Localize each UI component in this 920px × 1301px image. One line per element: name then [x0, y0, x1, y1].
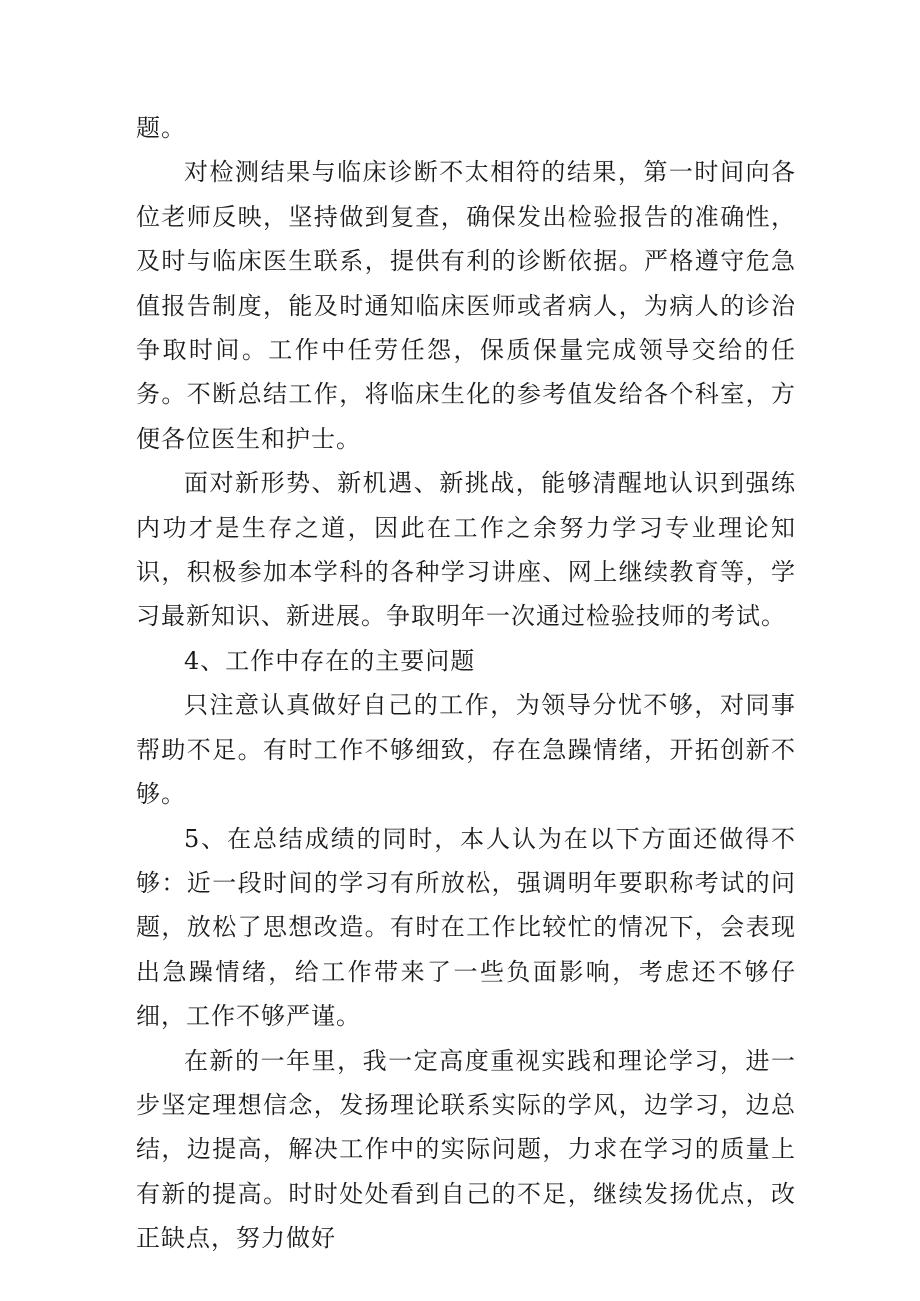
paragraph-problems: 只注意认真做好自己的工作，为领导分忧不够，对同事帮助不足。有时工作不够细致，存在急躁情绪，开拓创新不够。 [136, 691, 796, 809]
section-heading-problems: 4、工作中存在的主要问题 [184, 646, 476, 675]
paragraph-study: 面对新形势、新机遇、新挑战，能够清醒地认识到强练内功才是生存之道，因此在工作之余努力学习专业理论知识，积极参加本学科的各种学习讲座、网上继续教育等，学习最新知识、新进展。争取明年一次通过检验技师的考试。 [136, 469, 796, 631]
paragraph-test-results: 对检测结果与临床诊断不太相符的结果，第一时间向各位老师反映，坚持做到复查，确保发出检验报告的准确性，及时与临床医生联系，提供有利的诊断依据。严格遵守危急值报告制度，能及时通知临床医师或者病人，为病人的诊治争取时间。工作中任劳任怨，保质保量完成领导交给的任务。不断总结工作，将临床生化的参考值发给各个科室，方便各位医生和护士。 [136, 158, 796, 453]
paragraph-shortcomings: 5、在总结成绩的同时，本人认为在以下方面还做得不够：近一段时间的学习有所放松，强调明年要职称考试的问题，放松了思想改造。有时在工作比较忙的情况下，会表现出急躁情绪，给工作带来了一些负面影响，考虑还不够仔细，工作不够严谨。 [136, 824, 796, 1031]
document-body [136, 106, 796, 1261]
paragraph-new-year: 在新的一年里，我一定高度重视实践和理论学习，进一步坚定理想信念，发扬理论联系实际的学风，边学习，边总结，边提高，解决工作中的实际问题，力求在学习的质量上有新的提高。时时处处看到自己的不足，继续发扬优点，改正缺点，努力做好 [136, 1046, 796, 1253]
paragraph-continuation: 题。 [136, 114, 186, 142]
